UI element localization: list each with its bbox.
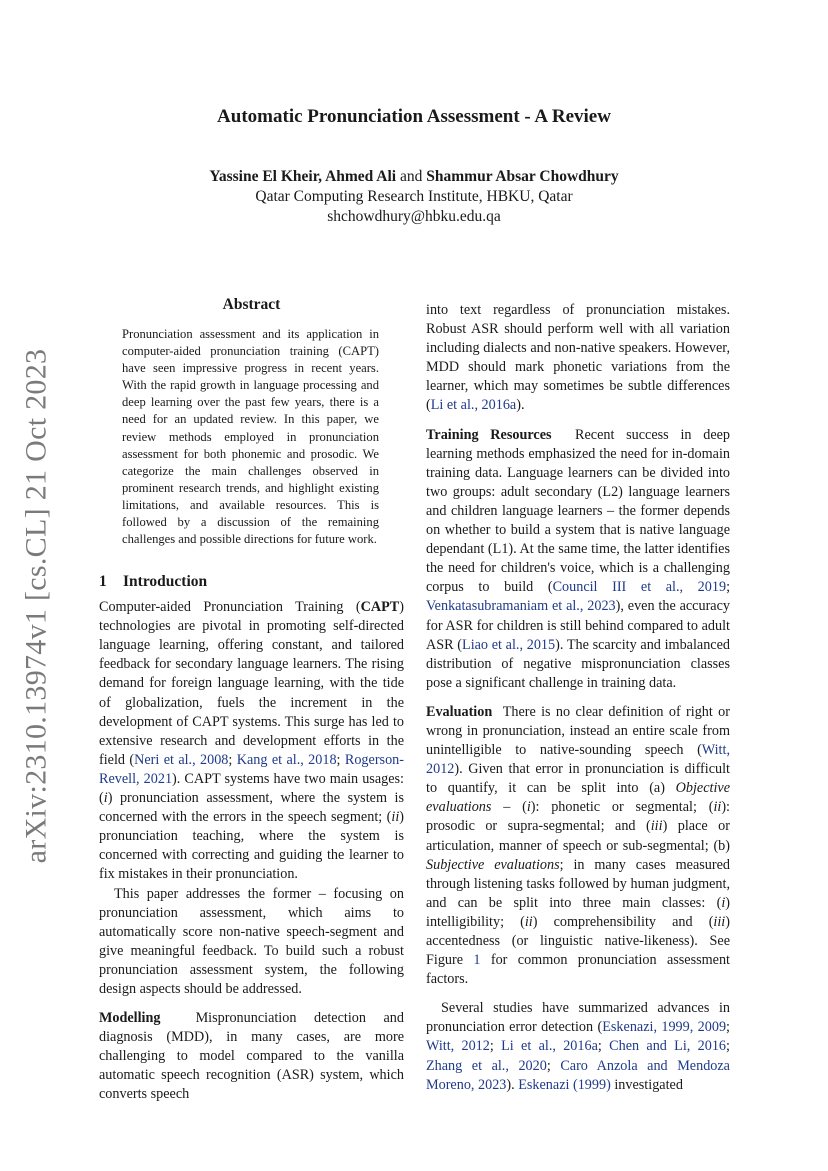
intro-paragraph-2: This paper addresses the former – focusing on pronunciation assessment, which aims to automatically score non-native speech-segment and give meaningful feedback. To build such a robust pronunciation assessment system, the following design aspects should be addressed.: [99, 885, 404, 997]
abstract-text: Pronunciation assessment and its application in computer-aided pronunciation training (CAPT) have seen impressive progress in recent years. With the rapid growth in language processing and deep learning over the past few years, there is a need for an updated review. In this paper, we review methods employed in pronunciation assessment for both phonemic and prosodic. We categorize the main challenges observed in prominent research trends, and highlight existing limitations, and available resources. This is followed by a discussion of the remaining challenges and possible directions for future work.: [122, 327, 379, 547]
text-run: Mispronunciation detection and diagnosis (MDD), in many cases, are more challenging to model compared to the vanilla automatic speech recognition (ASR) system, which converts speech: [99, 1010, 404, 1103]
roman-numeral: ii: [391, 809, 400, 826]
text-run: ;: [597, 1038, 610, 1055]
paragraph-heading-modelling: Modelling: [99, 1010, 161, 1027]
text-run: ). CAPT systems have two main usages: (: [99, 770, 404, 807]
modelling-paragraph-continued: [426, 301, 730, 416]
left-column: [99, 572, 404, 1105]
text-run: ;: [336, 751, 345, 768]
text-run: ;: [726, 1038, 730, 1055]
citation-link[interactable]: Li et al., 2016a: [430, 397, 517, 414]
abstract-heading: Abstract: [222, 296, 281, 313]
text-run: Several studies have summarized advances in pronunciation error detection (: [426, 1000, 730, 1036]
text-run: ;: [489, 1038, 502, 1055]
arxiv-identifier-stamp: [8, 348, 64, 864]
section-title: Introduction: [123, 573, 208, 590]
citation-link[interactable]: Council III et al., 2019: [552, 579, 727, 596]
text-run: into text regardless of pronunciation mistakes. Robust ASR should perform well with all variation including dialects and non-native speakers. However, MDD should mark phonetic variations from the learner, which may sometimes be subtle differences (: [426, 302, 730, 414]
text-run: for common pronunciation assessment factors.: [426, 952, 730, 988]
citation-link[interactable]: Liao et al., 2015: [462, 636, 556, 653]
citation-link[interactable]: Eskenazi, 1999, 2009: [602, 1019, 727, 1036]
citation-link[interactable]: Li et al., 2016a: [501, 1038, 598, 1055]
text-run: ;: [546, 1057, 561, 1074]
text-run: ) accentedness (or linguistic native-likeness). See Figure: [426, 913, 730, 969]
roman-numeral: iii: [713, 913, 726, 930]
citation-link[interactable]: Witt, 2012: [426, 1038, 490, 1055]
roman-numeral: i: [526, 799, 531, 816]
paper-title: Automatic Pronunciation Assessment - A Review: [217, 106, 611, 127]
capt-term: CAPT: [360, 599, 400, 616]
author-names-second: Shammur Absar Chowdhury: [426, 168, 619, 185]
intro-paragraph-1: [99, 598, 404, 884]
text-run: ) intelligibility; (: [426, 894, 730, 930]
modelling-paragraph: [99, 1009, 404, 1104]
citation-link[interactable]: Eskenazi (1999): [518, 1076, 611, 1093]
roman-numeral: iii: [650, 818, 663, 835]
citation-link[interactable]: Zhang et al., 2020: [426, 1057, 547, 1074]
citation-link[interactable]: Kang et al., 2018: [236, 751, 337, 768]
roman-numeral: ii: [524, 913, 533, 930]
text-run: Recent success in deep learning methods emphasized the need for in-domain training data. Language learners can be divided into two groups: adult secondary (L2) language learners and children language learners – the former depends on whether to build a system that is native language dependant (L1). At the same time, the latter identifies the need for children's voice, which is a challenging corpus to build (: [426, 426, 731, 596]
text-run: ; in many cases measured through listening tasks followed by human judgment, and can be split into three main classes: (: [426, 856, 730, 911]
text-run: ;: [228, 751, 237, 768]
text-run: investigated: [610, 1076, 683, 1093]
text-run: ;: [726, 1019, 730, 1036]
emphasis: Subjective evaluations: [426, 856, 560, 873]
figure-reference-link[interactable]: 1: [473, 952, 481, 969]
text-run: ). The scarcity and imbalanced distribution of negative mispronunciation classes pose a significant challenge in training data.: [426, 636, 730, 691]
author-affiliation: Qatar Computing Research Institute, HBKU, Qatar: [255, 188, 573, 205]
text-run: ;: [726, 579, 731, 596]
citation-link[interactable]: Venkatasubramaniam et al., 2023: [426, 598, 616, 615]
paragraph-heading-training-resources: Training Resources: [426, 426, 552, 443]
citation-link[interactable]: Caro Anzola and Mendoza Moreno, 2023: [426, 1057, 730, 1093]
roman-numeral: ii: [713, 799, 722, 816]
emphasis: Objective evaluations: [426, 780, 730, 816]
citation-link[interactable]: Chen and Li, 2016: [609, 1038, 727, 1055]
text-run: ) pronunciation assessment, where the system is concerned with the errors in the speech segment; (: [99, 790, 404, 826]
citation-link[interactable]: Witt, 2012: [426, 742, 730, 778]
text-run: ): prosodic or supra-segmental; and (: [426, 799, 730, 835]
evaluation-paragraph: [426, 703, 730, 989]
related-surveys-paragraph: [426, 999, 730, 1094]
arxiv-identifier-text: arXiv:2310.13974v1 [cs.CL] 21 Oct 2023: [19, 348, 53, 864]
text-run: ) place or articulation, manner of speech or sub-segmental; (b): [426, 818, 730, 854]
text-run: ) pronunciation teaching, where the system is concerned with correcting and guiding the learner to fix mistakes in their pronunciation.: [99, 809, 404, 883]
section-heading-introduction: [99, 572, 404, 591]
text-run: ) comprehensibility and (: [532, 913, 714, 930]
training-resources-paragraph: [426, 426, 730, 693]
citation-link[interactable]: Rogerson-Revell, 2021: [99, 751, 404, 787]
author-line: [0, 168, 828, 186]
text-run: ).: [516, 397, 525, 414]
text-run: ), even the accuracy for ASR for children is still behind compared to adult ASR (: [426, 598, 730, 653]
author-conjunction: and: [400, 168, 423, 185]
paragraph-heading-evaluation: Evaluation: [426, 703, 493, 720]
citation-link[interactable]: Neri et al., 2008: [134, 751, 229, 768]
author-names-first: Yassine El Kheir, Ahmed Ali: [209, 168, 397, 185]
right-column: [426, 301, 730, 1095]
roman-numeral: i: [721, 894, 726, 911]
section-number: 1: [99, 573, 107, 590]
roman-numeral: i: [103, 790, 108, 807]
text-run: ) technologies are pivotal in promoting self-directed language learning, offering constant, and tailored feedback for secondary language learners. The rising demand for foreign language learning, with the tide of globalization, fuels the increment in the development of CAPT systems. This surge has led to extensive research and development efforts in the field (: [99, 599, 404, 768]
text-run: ).: [506, 1076, 519, 1093]
text-run: – (: [491, 799, 527, 816]
text-run: There is no clear definition of right or wrong in pronunciation, instead an entire scale from unintelligible to native-sounding speech (: [426, 703, 731, 759]
text-run: ). Given that error in pronunciation is difficult to quantify, it can be split into (a): [426, 761, 730, 797]
text-run: ): phonetic or segmental; (: [530, 799, 714, 816]
author-email: shchowdhury@hbku.edu.qa: [327, 208, 501, 225]
text-run: Computer-aided Pronunciation Training (: [99, 599, 361, 616]
